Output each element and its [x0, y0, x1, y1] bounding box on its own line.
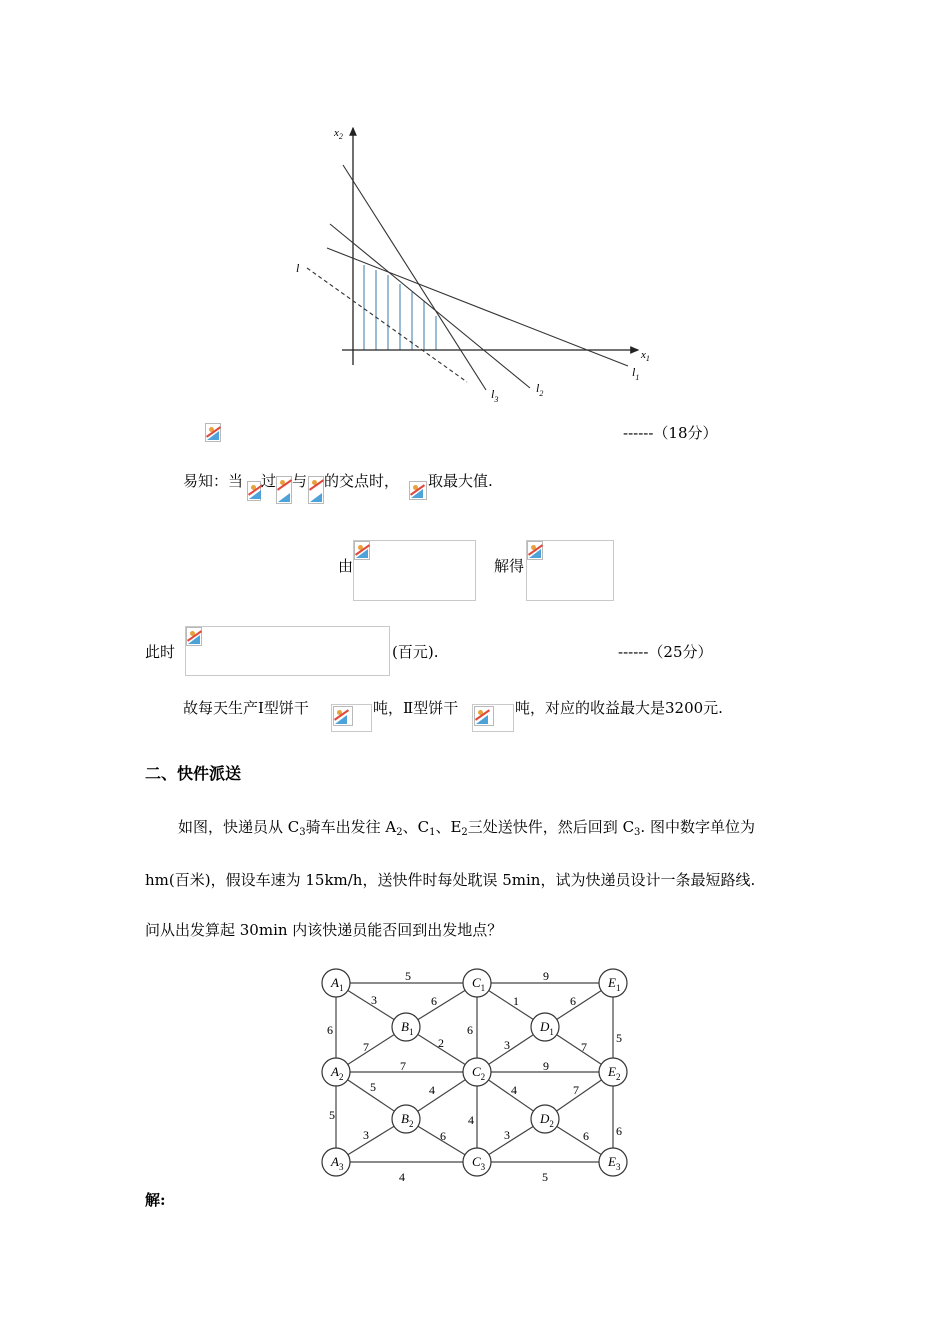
- section-2-title: 二、快件派送: [145, 764, 242, 783]
- edge-weight: 7: [363, 1040, 369, 1054]
- l-label: l: [296, 261, 300, 275]
- broken-image-icon: [205, 423, 221, 442]
- node-label-E2: $E_2$: [608, 1064, 621, 1082]
- easy-line-c: 与: [292, 472, 308, 490]
- node-label-E3: $E_3$: [608, 1154, 621, 1172]
- edge-weight: 3: [363, 1128, 369, 1142]
- edge-weight: 5: [542, 1170, 548, 1184]
- node-label-B2: $B_2$: [401, 1111, 414, 1129]
- edge-weight: 4: [468, 1113, 474, 1127]
- node-label-B1: $B_1$: [401, 1019, 414, 1037]
- edge-weight: 5: [329, 1108, 335, 1122]
- objective-value-image: [185, 626, 390, 676]
- l2-label: $l_2$: [536, 381, 544, 398]
- broken-image-icon: [409, 481, 427, 500]
- line-l-dashed: [307, 268, 467, 382]
- broken-image-icon: [276, 476, 292, 504]
- edge-weight: 6: [440, 1129, 446, 1143]
- answer-label: 解:: [145, 1191, 166, 1209]
- edge-weight: 4: [399, 1170, 405, 1184]
- broken-image-icon: [186, 627, 202, 646]
- x1-axis-label: $x_1$: [641, 349, 650, 363]
- node-label-D1: $D_1$: [540, 1019, 554, 1037]
- conclusion-a: 故每天生产Ⅰ型饼干: [183, 699, 309, 717]
- score-25: ------（25分）: [618, 643, 713, 661]
- broken-image-icon: [247, 481, 261, 501]
- equation-system-image: [353, 540, 476, 601]
- delivery-route-graph: [310, 960, 640, 1185]
- problem-line-3: 问从出发算起 30min 内该快递员能否回到出发地点？: [145, 921, 503, 939]
- broken-image-icon: [354, 541, 370, 560]
- l3-label: $l_3$: [491, 387, 499, 404]
- conclusion-c: 吨，对应的收益最大是3200元.: [515, 699, 723, 717]
- node-label-E1: $E_1$: [608, 975, 621, 993]
- easy-line-a: 易知：当: [183, 472, 244, 490]
- line-l1: [327, 248, 628, 366]
- edge-weight: 5: [405, 969, 411, 983]
- easy-line-b: 过: [261, 472, 277, 490]
- node-label-C3: $C_3$: [472, 1154, 486, 1172]
- edge-weight: 6: [467, 1023, 473, 1037]
- solve-by: 由: [338, 557, 354, 575]
- l1-label: $l_1$: [632, 365, 640, 382]
- edge-weight: 1: [513, 994, 519, 1008]
- edge-weight: 6: [616, 1124, 622, 1138]
- edge-weight: 4: [511, 1083, 517, 1097]
- edge-weight: 2: [438, 1036, 444, 1050]
- x2-axis-label: $x_2$: [334, 127, 343, 141]
- node-label-A3: $A_3$: [331, 1154, 344, 1172]
- edge-weight: 9: [543, 969, 549, 983]
- then-unit: (百元).: [392, 643, 439, 661]
- edge-weight: 9: [543, 1059, 549, 1073]
- broken-image-icon: [333, 706, 353, 726]
- problem-line-1: 如图，快递员从 $C_3$骑车出发往 $A_2$、$C_1$、$E_2$三处送快件，然后回到 $C_3$. 图中数字单位为: [178, 818, 755, 838]
- problem-line-2: hm(百米)，假设车速为 15km/h，送快件时每处耽误 5min，试为快递员设计一条最短路线.: [145, 871, 756, 889]
- score-18: ------（18分）: [623, 424, 718, 442]
- broken-image-icon: [527, 541, 543, 560]
- edge-weight: 7: [581, 1040, 587, 1054]
- lp-feasible-region-figure: [280, 118, 680, 418]
- edge-weight: 5: [370, 1080, 376, 1094]
- edge-weight: 6: [327, 1023, 333, 1037]
- node-label-A1: $A_1$: [331, 975, 344, 993]
- edge-weight: 6: [431, 994, 437, 1008]
- node-label-C2: $C_2$: [472, 1064, 486, 1082]
- solved-label: 解得: [494, 557, 525, 575]
- edge-weight: 6: [583, 1129, 589, 1143]
- conclusion-b: 吨，Ⅱ型饼干: [373, 699, 459, 717]
- then-prefix: 此时: [145, 643, 176, 661]
- node-label-C1: $C_1$: [472, 975, 486, 993]
- feasible-region-hatching: [364, 265, 436, 350]
- edge-weight: 3: [371, 993, 377, 1007]
- edge-weight: 7: [400, 1059, 406, 1073]
- node-label-D2: $D_2$: [540, 1111, 554, 1129]
- easy-line-e: 取最大值.: [428, 472, 493, 490]
- edge-weight: 4: [429, 1083, 435, 1097]
- edge-weight: 7: [573, 1083, 579, 1097]
- edge-weight: 3: [504, 1128, 510, 1142]
- edge-weight: 6: [570, 994, 576, 1008]
- edge-weight: 3: [504, 1038, 510, 1052]
- edge-weight: 5: [616, 1031, 622, 1045]
- node-label-A2: $A_2$: [331, 1064, 344, 1082]
- broken-image-icon: [308, 476, 324, 504]
- easy-line-d: 的交点时，: [324, 472, 400, 490]
- broken-image-icon: [474, 706, 494, 726]
